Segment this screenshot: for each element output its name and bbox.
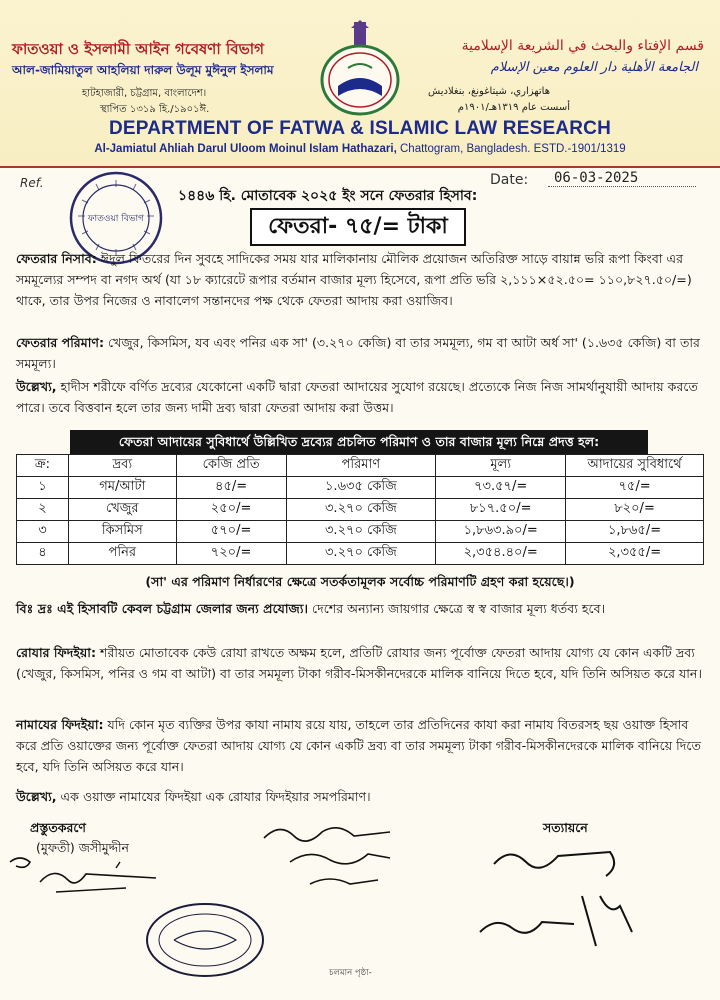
nisab-label: ফেতরার নিসাব: xyxy=(16,251,97,266)
cell-item: পনির xyxy=(68,543,176,565)
english-institution-location: Chattogram, Bangladesh. ESTD.-1901/1319 xyxy=(396,143,626,155)
cell-item: খেজুর xyxy=(68,499,176,521)
cell-rounded: ৮২০/= xyxy=(566,499,704,521)
amount-paragraph xyxy=(16,332,708,374)
cell-per-kg: ৫৭০/= xyxy=(176,521,286,543)
fitra-amount-box: ফেতরা- ৭৫/= টাকা xyxy=(250,208,466,246)
roza-fidya-paragraph xyxy=(16,642,708,684)
cell-item: কিসমিস xyxy=(68,521,176,543)
namaz-fidya-label: নামাযের ফিদইয়া: xyxy=(16,717,104,732)
roza-fidya-text: শরীয়ত মোতাবেক কেউ রোযা রাখতে অক্ষম হলে, প্রতিটি রোযার জন্য পূর্বোক্ত ফেতরা আদায় যোগ্য যে কোন একটি দ্রব্য (খেজুর, কিসমিস, পনির ও গম বা আটা) বা তার সমমূল্য টাকা গরীব-মিসকীনদেরকে মালিক বানিয়ে দিতে হবে, যদি তিনি অসিয়ত করে যান। xyxy=(16,645,702,681)
arabic-institution-name: الجامعة الأهلية دار العلوم معين الإسلام xyxy=(490,60,698,75)
table-row xyxy=(17,477,704,499)
cell-quantity: ৩.২৭০ কেজি xyxy=(286,499,436,521)
bidro-paragraph xyxy=(16,598,708,619)
arabic-address: هاتهزاري، شيتاغونغ، بنغلاديش xyxy=(427,86,550,97)
signature-left-icon xyxy=(6,852,176,902)
col-header-quantity: পরিমাণ xyxy=(286,455,436,477)
table-banner: ফেতরা আদায়ের সুবিধার্থে উল্লিখিত দ্রব্যের প্রচলিত পরিমাণ ও তার বাজার মূল্য নিম্নে প্রদত্ত হল: xyxy=(70,430,648,454)
attested-by-label: সত্যায়নে xyxy=(543,820,588,835)
page-heading: ১৪৪৬ হি. মোতাবেক ২০২৫ ইং সনে ফেতরার হিসাব: xyxy=(178,188,478,204)
continued-page-note: চলমান পৃষ্ঠা- xyxy=(329,968,372,978)
bangla-institution-name: আল-জামিয়াতুল আহলিয়া দারুল উলূম মুঈনুল ইসলাম xyxy=(12,63,274,77)
amount-text: খেজুর, কিসমিস, যব এবং পনির এক সা' (৩.২৭০ কেজি) বা তার সমমূল্য, গম বা আটা অর্ধ সা' (১.৬৩৫ কেজি) বা তার সমমূল্য। xyxy=(16,335,700,371)
rates-table xyxy=(16,454,704,565)
bidro-label: বিঃ দ্রঃ এই হিসাবটি কেবল চট্টগ্রাম জেলার জন্য প্রযোজ্য। xyxy=(16,601,308,616)
note-label: উল্লেখ্য, xyxy=(16,379,57,394)
cell-price: ১,৮৬৩.৯০/= xyxy=(436,521,566,543)
cell-quantity: ৩.২৭০ কেজি xyxy=(286,521,436,543)
prepared-by-label: প্রস্তুতকরণে xyxy=(30,820,86,835)
english-institution-line xyxy=(0,143,720,155)
signature-right-icon xyxy=(470,836,670,956)
cell-per-kg: ৪৫/= xyxy=(176,477,286,499)
cell-price: ৭৩.৫৭/= xyxy=(436,477,566,499)
cell-item: গম/আটা xyxy=(68,477,176,499)
cell-per-kg: ২৫০/= xyxy=(176,499,286,521)
table-header-row xyxy=(17,455,704,477)
namaz-fidya-text: যদি কোন মৃত ব্যক্তির উপর কাযা নামায রয়ে যায়, তাহলে তার প্রতিদিনের কাযা করা নামায বিতরসহ ছয় ওয়াক্ত হিসাব করে প্রতি ওয়াক্তের জন্য পূর্বোক্ত ফেতরা আদায় যোগ্য যে কোন একটি দ্রব্য বা তার সমমূল্য টাকা গরীব-মিসকীনদেরকে মালিক বানিয়ে দিতে হবে, যদি তিনি অসিয়ত করে যান। xyxy=(16,717,701,774)
col-header-item: দ্রব্য xyxy=(68,455,176,477)
date-value: 06-03-2025 xyxy=(548,170,696,187)
date-label: Date: xyxy=(490,172,529,188)
cell-quantity: ১.৬৩৫ কেজি xyxy=(286,477,436,499)
table-row xyxy=(17,499,704,521)
table-row xyxy=(17,521,704,543)
col-header-serial: ক্র: xyxy=(17,455,69,477)
col-header-rounded: আদায়ের সুবিধার্থে xyxy=(566,455,704,477)
closing-note-text: এক ওয়াক্ত নামাযের ফিদইয়া এক রোযার ফিদইয়ার সমপরিমাণ। xyxy=(56,789,371,804)
bidro-text: দেশের অন্যান্য জায়গার ক্ষেত্রে স্ব স্ব বাজার মূল্য ধর্তব্য হবে। xyxy=(307,601,606,616)
cell-quantity: ৩.২৭০ কেজি xyxy=(286,543,436,565)
nisab-paragraph xyxy=(16,248,708,311)
cell-price: ২,৩৫৪.৪০/= xyxy=(436,543,566,565)
col-header-price: মূল্য xyxy=(436,455,566,477)
cell-serial: ৩ xyxy=(17,521,69,543)
signature-center-icon xyxy=(250,818,420,898)
cell-rounded: ২,৩৫৫/= xyxy=(566,543,704,565)
amount-label: ফেতরার পরিমাণ: xyxy=(16,335,105,350)
ref-label: Ref. xyxy=(20,176,44,190)
cell-serial: ৪ xyxy=(17,543,69,565)
table-footnote: (সা' এর পরিমাণ নির্ধারণের ক্ষেত্রে সতর্কতামূলক সর্বোচ্চ পরিমাণটি গ্রহণ করা হয়েছে।) xyxy=(145,574,575,589)
note-text: হাদীস শরীফে বর্ণিত দ্রব্যের যেকোনো একটি দ্বারা ফেতরা আদায়ের সুযোগ রয়েছে। প্রত্যেকে নিজ নিজ সামর্থানুযায়ী আদায় করতে পারে। তবে বিত্তবান হলে তার জন্য দামী দ্রব্য দ্বারা ফেতরা আদায় করা উত্তম। xyxy=(16,379,698,415)
oval-seal-icon xyxy=(140,900,270,980)
bangla-address: হাটহাজারী, চট্টগ্রাম, বাংলাদেশ। xyxy=(82,88,207,99)
arabic-established: أسست عام ١٣١٩هـ/١٩٠١م xyxy=(457,102,570,113)
col-header-per-kg: কেজি প্রতি xyxy=(176,455,286,477)
roza-fidya-label: রোযার ফিদইয়া: xyxy=(16,645,96,660)
bangla-established: স্থাপিত ১৩১৯ হি./১৯০১ঈ. xyxy=(100,104,210,115)
note-paragraph xyxy=(16,376,708,418)
closing-note-label: উল্লেখ্য, xyxy=(16,789,57,804)
letterhead xyxy=(0,0,720,168)
table-row xyxy=(17,543,704,565)
namaz-fidya-paragraph xyxy=(16,714,708,777)
prepared-by-name: (মুফতী) জসীমুদ্দীন xyxy=(36,840,130,855)
nisab-text: ঈদুল ফিতরের দিন সুবহে সাদিকের সময় যার মালিকানায় মৌলিক প্রয়োজন অতিরিক্ত সাড়ে বায়ান্ন ভরি রূপা কিংবা এর সমমূল্যের সম্পদ বা নগদ অর্থ (যা ১৮ ক্যারেটে রূপার বর্তমান বাজার মূল্য হিসেবে, রূপা প্রতি ভরি ২,১১১×৫২.৫০= ১১০,৮২৭.৫০/=) থাকে, তার উপর নিজের ও নাবালেগ সন্তানদের পক্ষ থেকে ফেতরা আদায় করা ওয়াজিব। xyxy=(16,251,692,308)
english-dept-title: DEPARTMENT OF FATWA & ISLAMIC LAW RESEARCH xyxy=(108,118,612,139)
cell-serial: ২ xyxy=(17,499,69,521)
english-institution-name: Al-Jamiatul Ahliah Darul Uloom Moinul Islam Hathazari, xyxy=(94,143,397,155)
arabic-dept-title: قسم الإفتاء والبحث في الشريعة الإسلامية xyxy=(461,38,704,54)
institution-logo-icon xyxy=(318,20,402,116)
bangla-dept-title: ফাতওয়া ও ইসলামী আইন গবেষণা বিভাগ xyxy=(12,40,264,58)
cell-per-kg: ৭২০/= xyxy=(176,543,286,565)
seal-text: ফাতওয়া বিভাগ xyxy=(87,214,145,224)
cell-serial: ১ xyxy=(17,477,69,499)
cell-price: ৮১৭.৫০/= xyxy=(436,499,566,521)
cell-rounded: ৭৫/= xyxy=(566,477,704,499)
cell-rounded: ১,৮৬৫/= xyxy=(566,521,704,543)
closing-note-paragraph xyxy=(16,786,708,807)
